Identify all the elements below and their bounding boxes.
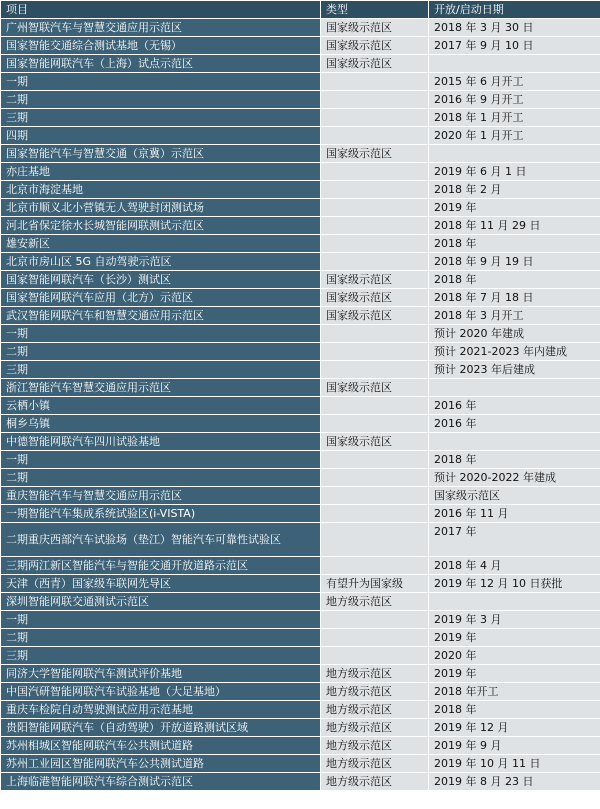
project-cell: 苏州相城区智能网联汽车公共测试道路 (1, 737, 321, 755)
type-cell: 国家级示范区 (321, 55, 429, 73)
table-row (1, 73, 600, 91)
project-cell: 北京市房山区 5G 自动驾驶示范区 (1, 253, 321, 271)
table-row (1, 505, 600, 523)
table-row (1, 235, 600, 253)
table-row (1, 127, 600, 145)
date-cell: 2016 年 11 月 (429, 505, 600, 523)
table-row (1, 307, 600, 325)
table-row (1, 755, 600, 773)
type-cell (321, 73, 429, 91)
table-row (1, 181, 600, 199)
type-cell (321, 217, 429, 235)
date-cell (429, 433, 600, 451)
date-cell (429, 379, 600, 397)
date-cell: 2018 年 9 月 19 日 (429, 253, 600, 271)
project-cell: 三期 (1, 647, 321, 665)
date-cell: 2018 年 7 月 18 日 (429, 289, 600, 307)
project-cell: 重庆智能汽车与智慧交通应用示范区 (1, 487, 321, 505)
date-cell: 2019 年 (429, 199, 600, 217)
project-cell: 一期 (1, 73, 321, 91)
date-cell: 2018 年 1 月开工 (429, 109, 600, 127)
project-cell: 武汉智能网联汽车和智慧交通应用示范区 (1, 307, 321, 325)
type-cell (321, 557, 429, 575)
type-cell (321, 469, 429, 487)
project-cell: 二期 (1, 343, 321, 361)
type-cell (321, 505, 429, 523)
date-cell: 2016 年 (429, 397, 600, 415)
project-cell: 北京市海淀基地 (1, 181, 321, 199)
table-row (1, 145, 600, 163)
date-cell (429, 145, 600, 163)
date-cell: 2018 年 11 月 29 日 (429, 217, 600, 235)
table-row (1, 109, 600, 127)
project-cell: 一期 (1, 325, 321, 343)
type-cell (321, 163, 429, 181)
project-cell: 国家智能网联汽车（上海）试点示范区 (1, 55, 321, 73)
project-cell: 上海临港智能网联汽车综合测试示范区 (1, 773, 321, 791)
type-cell (321, 647, 429, 665)
project-cell: 桐乡乌镇 (1, 415, 321, 433)
date-cell (429, 593, 600, 611)
type-cell (321, 109, 429, 127)
date-cell: 2019 年 12 月 (429, 719, 600, 737)
date-cell: 国家级示范区 (429, 487, 600, 505)
type-cell: 国家级示范区 (321, 271, 429, 289)
table-row (1, 593, 600, 611)
table-row (1, 55, 600, 73)
project-cell: 四期 (1, 127, 321, 145)
type-cell: 国家级示范区 (321, 289, 429, 307)
table-row (1, 415, 600, 433)
table-row (1, 37, 600, 55)
type-cell (321, 415, 429, 433)
date-cell: 2018 年 (429, 451, 600, 469)
table-body (1, 19, 600, 791)
project-cell: 二期重庆西部汽车试验场（垫江）智能汽车可靠性试验区 (1, 523, 321, 557)
table-row (1, 719, 600, 737)
type-cell: 地方级示范区 (321, 593, 429, 611)
project-cell: 贵阳智能网联汽车（自动驾驶）开放道路测试区域 (1, 719, 321, 737)
table-row (1, 575, 600, 593)
project-cell: 广州智联汽车与智慧交通应用示范区 (1, 19, 321, 37)
type-cell (321, 325, 429, 343)
date-cell: 预计 2020-2022 年建成 (429, 469, 600, 487)
date-cell: 2019 年 (429, 629, 600, 647)
table-row (1, 701, 600, 719)
project-cell: 国家智能汽车与智慧交通（京冀）示范区 (1, 145, 321, 163)
type-cell: 国家级示范区 (321, 145, 429, 163)
project-cell: 三期 (1, 361, 321, 379)
date-cell: 2017 年 (429, 523, 600, 557)
type-cell (321, 611, 429, 629)
date-cell: 2018 年 3 月 30 日 (429, 19, 600, 37)
table-row (1, 665, 600, 683)
project-cell: 三期 (1, 109, 321, 127)
table-row (1, 683, 600, 701)
date-cell: 2019 年 8 月 23 日 (429, 773, 600, 791)
table-row (1, 451, 600, 469)
date-cell: 预计 2021-2023 年内建成 (429, 343, 600, 361)
table-header-row (1, 1, 600, 19)
type-cell (321, 199, 429, 217)
project-cell: 天津（西青）国家级车联网先导区 (1, 575, 321, 593)
project-cell: 亦庄基地 (1, 163, 321, 181)
type-cell (321, 181, 429, 199)
date-cell: 2019 年 (429, 665, 600, 683)
type-cell: 国家级示范区 (321, 307, 429, 325)
project-cell: 三期两江新区智能汽车与智能交通开放道路示范区 (1, 557, 321, 575)
project-cell: 同济大学智能网联汽车测试评价基地 (1, 665, 321, 683)
table-row (1, 523, 600, 557)
table-row (1, 91, 600, 109)
type-cell: 地方级示范区 (321, 773, 429, 791)
project-cell: 二期 (1, 91, 321, 109)
table-row (1, 737, 600, 755)
date-cell: 预计 2023 年后建成 (429, 361, 600, 379)
project-cell: 一期 (1, 611, 321, 629)
date-cell: 2017 年 9 月 10 日 (429, 37, 600, 55)
table-row (1, 629, 600, 647)
project-cell: 国家智能网联汽车应用（北方）示范区 (1, 289, 321, 307)
table-row (1, 325, 600, 343)
date-cell: 2018 年 3 月开工 (429, 307, 600, 325)
type-cell: 有望升为国家级 (321, 575, 429, 593)
table-row (1, 611, 600, 629)
table-row (1, 289, 600, 307)
project-cell: 重庆车检院自动驾驶测试应用示范基地 (1, 701, 321, 719)
type-cell (321, 361, 429, 379)
type-cell: 国家级示范区 (321, 37, 429, 55)
table-row (1, 217, 600, 235)
type-cell (321, 253, 429, 271)
date-cell: 2019 年 9 月 (429, 737, 600, 755)
table-row (1, 361, 600, 379)
type-cell (321, 451, 429, 469)
type-cell (321, 523, 429, 557)
project-cell: 河北省保定徐水长城智能网联测试示范区 (1, 217, 321, 235)
table-row (1, 343, 600, 361)
project-cell: 二期 (1, 629, 321, 647)
date-cell: 2019 年 12 月 10 日获批 (429, 575, 600, 593)
table-row (1, 773, 600, 791)
type-cell (321, 127, 429, 145)
type-cell: 国家级示范区 (321, 433, 429, 451)
project-cell: 苏州工业园区智能网联汽车公共测试道路 (1, 755, 321, 773)
header-project: 项目 (1, 1, 321, 19)
project-cell: 中国汽研智能网联汽车试验基地（大足基地） (1, 683, 321, 701)
type-cell: 地方级示范区 (321, 665, 429, 683)
type-cell: 地方级示范区 (321, 683, 429, 701)
type-cell (321, 235, 429, 253)
type-cell: 地方级示范区 (321, 755, 429, 773)
type-cell (321, 91, 429, 109)
date-cell: 2019 年 3 月 (429, 611, 600, 629)
header-date: 开放/启动日期 (429, 1, 600, 19)
type-cell (321, 343, 429, 361)
project-cell: 国家智能网联汽车（长沙）测试区 (1, 271, 321, 289)
project-cell: 国家智能交通综合测试基地（无锡） (1, 37, 321, 55)
table-row (1, 163, 600, 181)
type-cell (321, 487, 429, 505)
date-cell: 2018 年 (429, 235, 600, 253)
table-row (1, 19, 600, 37)
table-row (1, 647, 600, 665)
table-row (1, 557, 600, 575)
date-cell: 2018 年 2 月 (429, 181, 600, 199)
project-cell: 深圳智能网联交通测试示范区 (1, 593, 321, 611)
type-cell: 国家级示范区 (321, 19, 429, 37)
table-row (1, 433, 600, 451)
type-cell: 地方级示范区 (321, 737, 429, 755)
date-cell: 2018 年 4 月 (429, 557, 600, 575)
project-cell: 雄安新区 (1, 235, 321, 253)
date-cell: 2018 年 (429, 271, 600, 289)
date-cell: 2016 年 9 月开工 (429, 91, 600, 109)
table-row (1, 253, 600, 271)
date-cell: 2020 年 1 月开工 (429, 127, 600, 145)
project-cell: 一期 (1, 451, 321, 469)
type-cell: 国家级示范区 (321, 379, 429, 397)
date-cell: 2018 年 (429, 701, 600, 719)
table-row (1, 469, 600, 487)
project-cell: 浙江智能汽车智慧交通应用示范区 (1, 379, 321, 397)
table-row (1, 487, 600, 505)
project-cell: 云栖小镇 (1, 397, 321, 415)
date-cell: 预计 2020 年建成 (429, 325, 600, 343)
date-cell: 2019 年 6 月 1 日 (429, 163, 600, 181)
date-cell: 2019 年 10 月 11 日 (429, 755, 600, 773)
project-cell: 二期 (1, 469, 321, 487)
project-cell: 北京市顺义北小营镇无人驾驶封闭测试场 (1, 199, 321, 217)
type-cell: 地方级示范区 (321, 701, 429, 719)
date-cell: 2020 年 (429, 647, 600, 665)
table-row (1, 199, 600, 217)
table-row (1, 379, 600, 397)
date-cell: 2018 年开工 (429, 683, 600, 701)
date-cell (429, 55, 600, 73)
type-cell: 地方级示范区 (321, 719, 429, 737)
date-cell: 2015 年 6 月开工 (429, 73, 600, 91)
header-type: 类型 (321, 1, 429, 19)
type-cell (321, 397, 429, 415)
table-row (1, 271, 600, 289)
table-row (1, 397, 600, 415)
type-cell (321, 629, 429, 647)
project-cell: 一期智能汽车集成系统试验区(i-VISTA) (1, 505, 321, 523)
project-cell: 中德智能网联汽车四川试验基地 (1, 433, 321, 451)
date-cell: 2016 年 (429, 415, 600, 433)
